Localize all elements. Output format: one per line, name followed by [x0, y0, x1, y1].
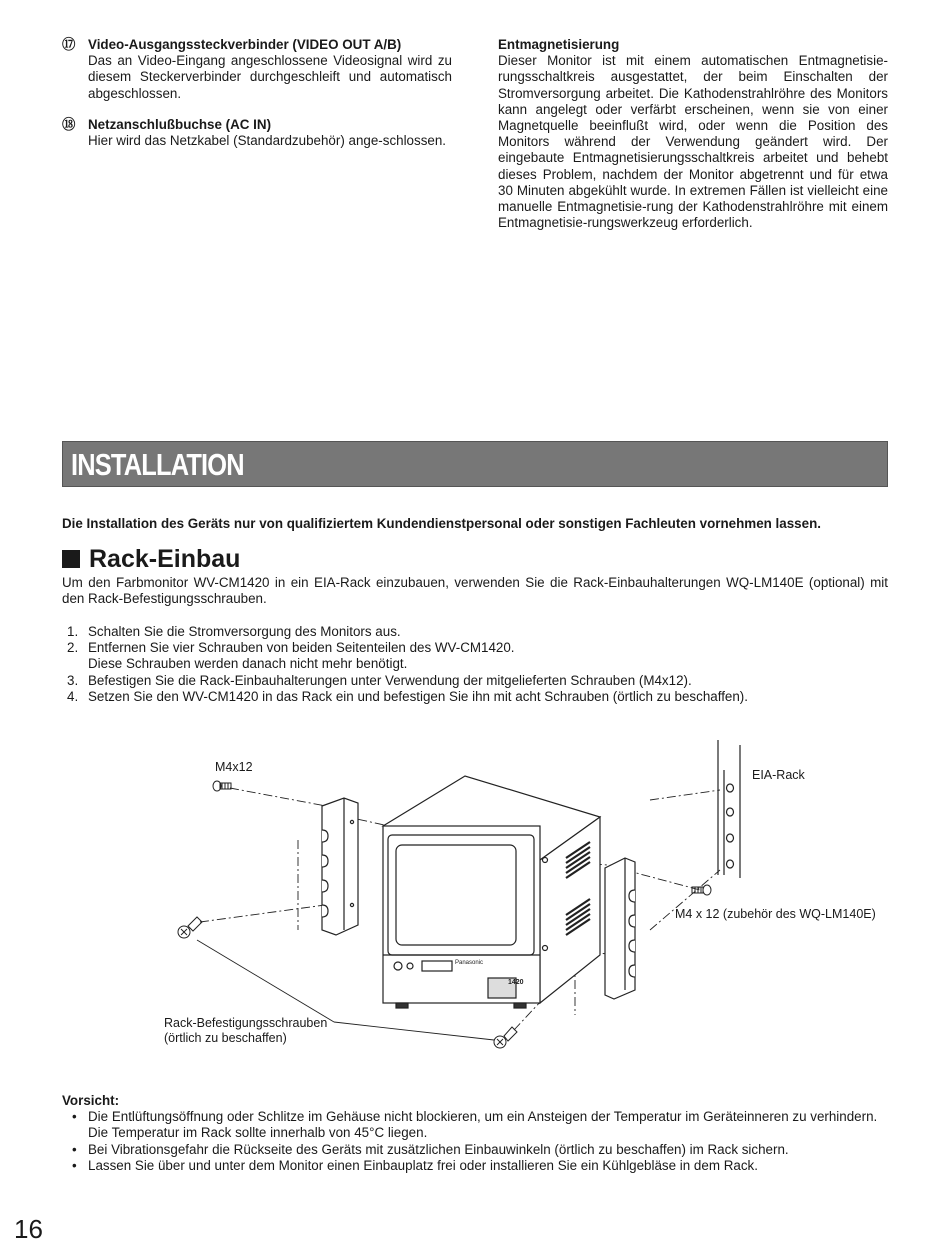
- item-video-out: [62, 37, 452, 102]
- label-rack-screws: Rack-Befestigungsschrauben (örtlich zu beschaffen): [164, 1016, 328, 1045]
- eia-rack-rail: [718, 740, 740, 878]
- step-item: 1. Schalten Sie die Stromversorgung des Monitors aus.: [67, 624, 401, 639]
- monitor: [383, 776, 600, 1008]
- rack-mount-diagram: [0, 730, 950, 1080]
- left-column: [62, 37, 452, 149]
- screw-accessory-icon: [692, 885, 711, 895]
- item-marker: ⑱: [62, 116, 76, 132]
- caution-item: • Die Entlüftungsöffnung oder Schlitze im Gehäuse nicht blockieren, um ein Ansteigen der Temperatur im Geräteinneren zu verhindern. Die Temperatur im Rack sollte innerhalb von 45°C liegen.: [72, 1109, 878, 1141]
- rack-intro: Um den Farbmonitor WV-CM1420 in ein EIA-Rack einzubauen, verwenden Sie die Rack-Einbauhalterungen WQ-LM140E (optional) mit den Rack-Befestigungsschrauben.: [62, 575, 888, 607]
- caution-item: • Lassen Sie über und unter dem Monitor einen Einbauplatz frei oder installieren Sie ein Kühlgebläse in dem Rack.: [72, 1157, 758, 1173]
- step-item: 4. Setzen Sie den WV-CM1420 in das Rack ein und befestigen Sie ihn mit acht Schrauben (örtlich zu beschaffen).: [67, 688, 748, 704]
- installation-warning: Die Installation des Geräts nur von qualifiziertem Kundendienstpersonal oder sonstigen Fachleuten vornehmen lassen.: [62, 516, 821, 531]
- model-label: 1420: [508, 979, 524, 986]
- item-title: Video-Ausgangssteckverbinder (VIDEO OUT A/B): [88, 37, 402, 52]
- right-bracket: [605, 858, 635, 999]
- page-number: 16: [14, 1214, 43, 1244]
- caution-list: [62, 1109, 888, 1174]
- rack-heading-text: Rack-Einbau: [89, 545, 241, 573]
- left-bracket: [322, 798, 358, 935]
- item-ac-in: [62, 117, 452, 149]
- item-body: Das an Video-Eingang angeschlossene Videosignal wird zu diesem Steckerverbinder durchgeschleift und automatisch abgeschlossen.: [88, 53, 452, 101]
- item-marker: ⑰: [62, 37, 76, 52]
- right-column: [498, 37, 888, 231]
- item-title: Netzanschlußbuchse (AC IN): [88, 116, 272, 132]
- degauss-title: Entmagnetisierung: [498, 37, 620, 52]
- rack-screw-icon: [178, 917, 202, 938]
- caution-title: Vorsicht:: [62, 1093, 120, 1108]
- screw-m4x12-icon: [213, 781, 231, 791]
- label-eia-rack: EIA-Rack: [752, 768, 805, 782]
- rack-steps: [62, 624, 888, 705]
- item-body: Hier wird das Netzkabel (Standardzubehör) ange-schlossen.: [88, 133, 447, 149]
- step-item: 3. Befestigen Sie die Rack-Einbauhalterungen unter Verwendung der mitgelieferten Schrauben (M4x12).: [67, 672, 692, 688]
- section-title: INSTALLATION: [71, 447, 244, 482]
- step-item: 2. Entfernen Sie vier Schrauben von beiden Seitenteilen des WV-CM1420. Diese Schrauben werden danach nicht mehr benötigt.: [67, 640, 515, 672]
- rack-heading: [62, 544, 240, 574]
- brand-label: Panasonic: [455, 960, 484, 966]
- caution-item: • Bei Vibrationsgefahr die Rückseite des Geräts mit zusätzlichen Einbauwinkeln (örtlich zu beschaffen) im Rack sichern.: [72, 1141, 789, 1157]
- heading-square-icon: [62, 550, 80, 568]
- section-banner: [62, 441, 888, 487]
- label-m4-accessory: M4 x 12 (zubehör des WQ-LM140E): [675, 907, 876, 921]
- label-m4x12: M4x12: [215, 760, 253, 774]
- caution-section: [62, 1093, 888, 1174]
- degauss-body: Dieser Monitor ist mit einem automatischen Entmagnetisie-rungsschaltkreis ausgestattet, der beim Einschalten der Stromversorgung arbeitet. Die Kathodenstrahlröhre des Monitors kann angelegt oder verfärbt erscheinen, wenn sie von einer Magnetquelle beeinflußt wird, oder wenn die Position des Monitors während der Verwendung geändert wird. Der eingebaute Entmagnetisierungsschaltkreis arbeitet und behebt dieses Problem, nachdem der Monitor abgetrennt und für etwa 30 Minuten abgekühlt wurde. In extremen Fällen ist vielleicht eine manuelle Entmagnetisie-rung der Kathodenstrahlröhre mit einem Entmagnetisie-rungswerkzeug erforderlich.: [498, 53, 888, 231]
- rack-screw-icon: [494, 1027, 517, 1048]
